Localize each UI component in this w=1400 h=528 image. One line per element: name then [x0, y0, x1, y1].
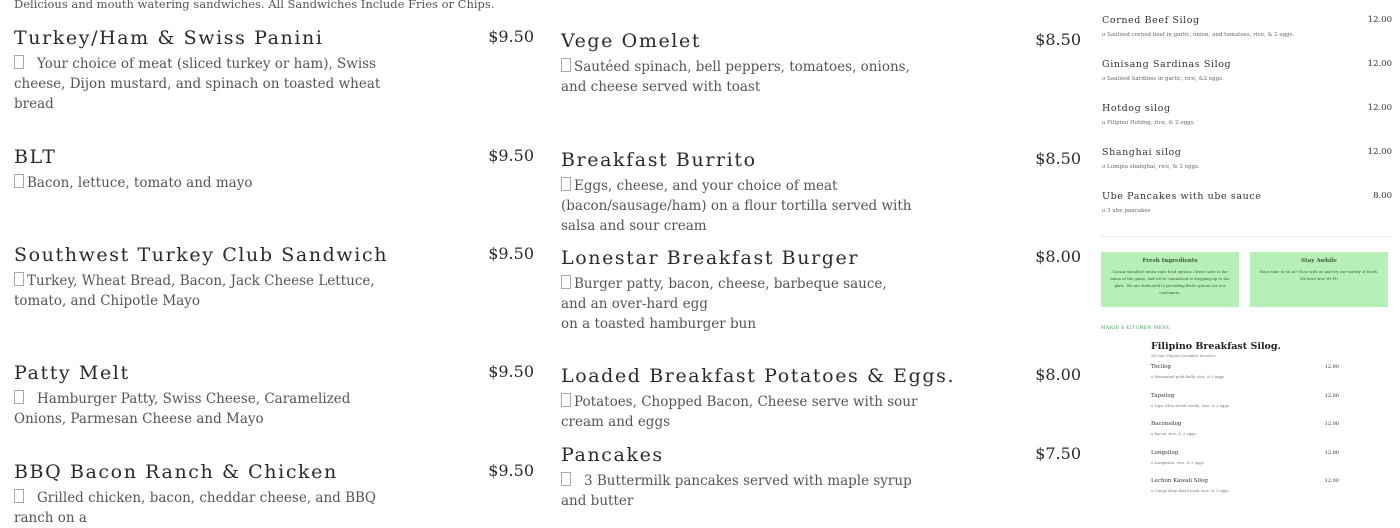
- item-name: Ginisang Sardinas Silog: [1102, 59, 1232, 70]
- item-price: 12.00: [1324, 450, 1339, 456]
- item-description: o Crispy deep dried pork, rice, & 2 eggs.: [1151, 488, 1230, 493]
- item-description: Hamburger Patty, Swiss Cheese, Caramelized Onions, Parmesan Cheese and Mayo: [14, 391, 351, 427]
- item-price: 12.00: [1324, 393, 1339, 399]
- image-placeholder-icon: [14, 272, 24, 286]
- mini-menu-title: Filipino Breakfast Silog.: [1151, 341, 1281, 352]
- item-name: Vege Omelet: [561, 30, 702, 52]
- item-name: Breakfast Burrito: [561, 149, 757, 171]
- image-placeholder-icon: [561, 58, 571, 72]
- item-price: $9.50: [488, 27, 534, 46]
- item-price: 8.00: [1373, 191, 1392, 201]
- item-description: Bacon, lettuce, tomato and mayo: [14, 173, 394, 193]
- image-placeholder-icon: [561, 393, 571, 407]
- item-description: Potatoes, Chopped Bacon, Cheese serve with sour cream and eggs: [561, 394, 918, 430]
- item-description: 3 Buttermilk pancakes served with maple syrup and butter: [561, 473, 912, 509]
- item-name: Lonestar Breakfast Burger: [561, 247, 860, 269]
- item-name: Tocilog: [1151, 364, 1171, 370]
- item-name: Longsilog: [1151, 450, 1179, 456]
- item-description: o Tapa (thin sliced steak), rice, & 2 eggs.: [1151, 403, 1231, 408]
- card-title: Fresh Ingredients: [1142, 258, 1198, 264]
- item-name: Hotdog silog: [1102, 103, 1171, 114]
- image-placeholder-icon: [561, 177, 571, 191]
- item-price: $8.00: [1035, 247, 1081, 266]
- item-price: $9.50: [488, 244, 534, 263]
- item-name: Patty Melt: [14, 362, 130, 384]
- mini-menu-label: MARIE'S KITCHEN MENU: [1101, 326, 1171, 331]
- item-price: $9.50: [488, 146, 534, 165]
- item-price: $9.50: [488, 362, 534, 381]
- item-name: Pancakes: [561, 444, 664, 466]
- item-description: Sautéed spinach, bell peppers, tomatoes, onions, and cheese served with toast: [561, 59, 910, 95]
- item-description: o 3 ube pancakes: [1102, 208, 1151, 214]
- item-description: o Marinated pork belly, rice, & 2 eggs.: [1151, 374, 1226, 379]
- item-name: Tapsilog: [1151, 393, 1175, 399]
- item-name: Shanghai silog: [1102, 147, 1182, 158]
- item-description: Your choice of meat (sliced turkey or ham), Swiss cheese, Dijon mustard, and spinach on toasted wheat bread: [14, 56, 381, 112]
- item-description: o Lumpia shanghai, rice, & 2 eggs.: [1102, 164, 1200, 170]
- item-price: $8.50: [1035, 30, 1081, 49]
- item-description: o Sautéed corned beef in garlic, onion, and tomatoes, rice, & 2 eggs.: [1102, 32, 1295, 38]
- item-description: Grilled chicken, bacon, cheddar cheese, and BBQ ranch on a: [14, 490, 376, 526]
- divider: [1100, 236, 1392, 237]
- mini-menu-subtitle: All time Filipino breakfast favorites.: [1151, 354, 1217, 358]
- image-placeholder-icon: [561, 472, 571, 486]
- item-name: Southwest Turkey Club Sandwich: [14, 244, 389, 266]
- item-price: $7.50: [1035, 444, 1081, 463]
- image-placeholder-icon: [561, 275, 571, 289]
- item-price: $9.50: [488, 461, 534, 480]
- item-price: $8.00: [1035, 365, 1081, 384]
- section-intro: Delicious and mouth watering sandwiches. All Sandwiches Include Fries or Chips.: [14, 0, 495, 11]
- image-placeholder-icon: [14, 55, 24, 69]
- image-placeholder-icon: [14, 174, 24, 188]
- item-description: o Filipino Hotdog, rice, & 2 eggs.: [1102, 120, 1196, 126]
- item-name: BLT: [14, 146, 57, 168]
- item-description: Eggs, cheese, and your choice of meat (bacon/sausage/ham) on a flour tortilla served with salsa and sour cream: [561, 178, 912, 234]
- item-description: o Longanisa, rice, & 2 eggs.: [1151, 460, 1206, 465]
- image-placeholder-icon: [14, 489, 24, 503]
- item-price: $8.50: [1035, 149, 1081, 168]
- item-name: Corned Beef Silog: [1102, 15, 1200, 26]
- item-name: BBQ Bacon Ranch & Chicken: [14, 461, 338, 483]
- item-name: Turkey/Ham & Swiss Panini: [14, 27, 324, 49]
- item-price: 12.00: [1367, 147, 1392, 157]
- card-title: Stay Awhile: [1301, 258, 1337, 264]
- feature-card: [1101, 252, 1239, 307]
- item-price: 12.00: [1367, 15, 1392, 25]
- item-name: Ube Pancakes with ube sauce: [1102, 191, 1262, 202]
- item-name: Baconsilog: [1151, 421, 1182, 427]
- item-price: 12.00: [1324, 478, 1339, 484]
- item-price: 12.00: [1324, 364, 1339, 370]
- card-text: Have time to sit in? Stow with us and try our variety of foods. We have free Wi-Fi!: [1259, 269, 1379, 281]
- item-description: Turkey, Wheat Bread, Bacon, Jack Cheese Lettuce, tomato, and Chipotle Mayo: [14, 273, 375, 309]
- image-placeholder-icon: [14, 390, 24, 404]
- item-price: 12.00: [1367, 103, 1392, 113]
- item-description: o Sautéed Sardines in garlic, rice, &2 eggs.: [1102, 76, 1224, 82]
- item-price: 12.00: [1367, 59, 1392, 69]
- item-description: Burger patty, bacon, cheese, barbeque sauce, and an over-hard egg on a toasted hamburger bun: [561, 276, 887, 332]
- item-price: 12.00: [1324, 421, 1339, 427]
- item-description: o bacon, rice, & 2 eggs.: [1151, 431, 1197, 436]
- feature-card: [1250, 252, 1388, 307]
- item-name: Lechon Kawali Silog: [1151, 478, 1208, 484]
- card-text: Casual shouldn't mean stale food options. Great taste is the name of the game, and we're committed to stepping up to the plate. We are dedicated to providing fresh options for our customers.: [1110, 269, 1230, 295]
- item-name: Loaded Breakfast Potatoes & Eggs.: [561, 365, 956, 387]
